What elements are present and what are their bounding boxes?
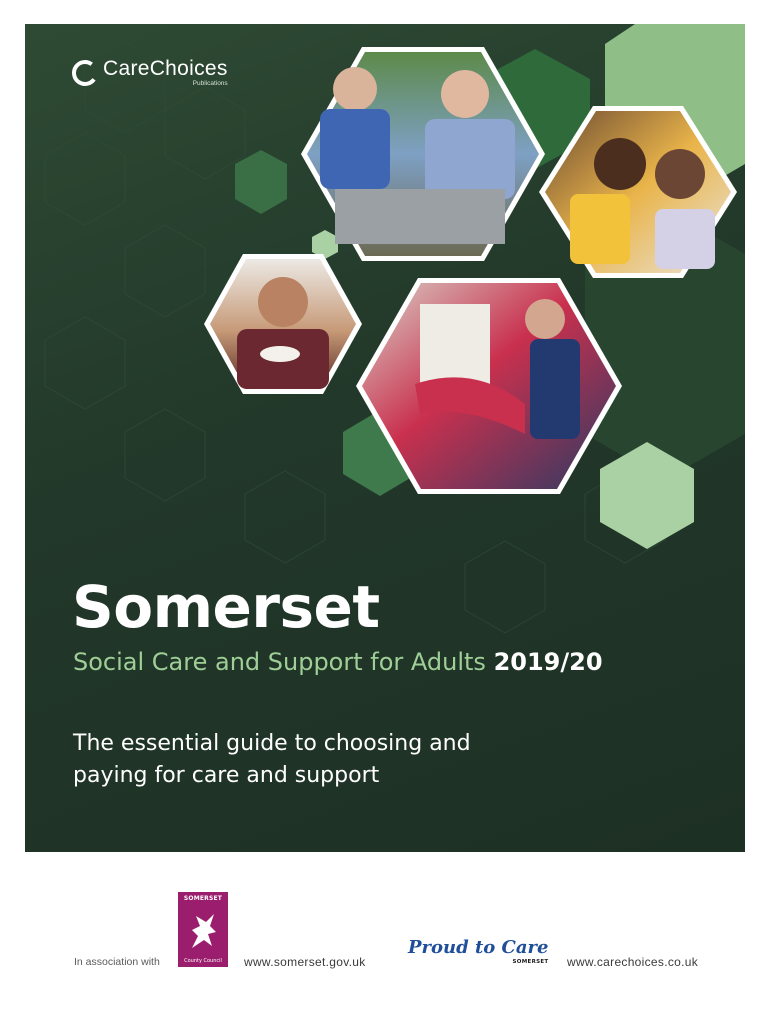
- proud-to-care-logo: [408, 938, 548, 965]
- accent-hex-2: [235, 150, 287, 214]
- cover-tagline: The essential guide to choosing and paying for care and support: [73, 731, 471, 788]
- photo-older-woman-with-cup: [204, 254, 362, 394]
- carechoices-c-icon: [71, 59, 99, 87]
- cover-panel: [25, 24, 745, 852]
- logo-tagline: Publications: [192, 80, 228, 87]
- carechoices-logo: [71, 58, 228, 88]
- council-logo-top-text: SOMERSET: [183, 895, 223, 902]
- somerset-website-link[interactable]: www.somerset.gov.uk: [244, 955, 366, 969]
- page-title: Somerset: [72, 573, 380, 641]
- association-label: In association with: [74, 956, 160, 968]
- subtitle-year: 2019/20: [493, 648, 603, 676]
- proud-to-care-subtext: SOMERSET: [512, 959, 549, 965]
- somerset-council-logo: [178, 892, 228, 967]
- logo-brand-name: CareChoices: [103, 57, 228, 80]
- carechoices-website-link[interactable]: www.carechoices.co.uk: [567, 955, 699, 969]
- cover-subtitle: [73, 646, 603, 678]
- council-logo-bottom-text: County Council: [184, 958, 222, 964]
- cover-footer: [0, 852, 770, 1024]
- subtitle-text: Social Care and Support for Adults: [73, 648, 486, 676]
- dragon-icon: [186, 908, 220, 952]
- proud-to-care-text: Proud to Care: [408, 937, 549, 958]
